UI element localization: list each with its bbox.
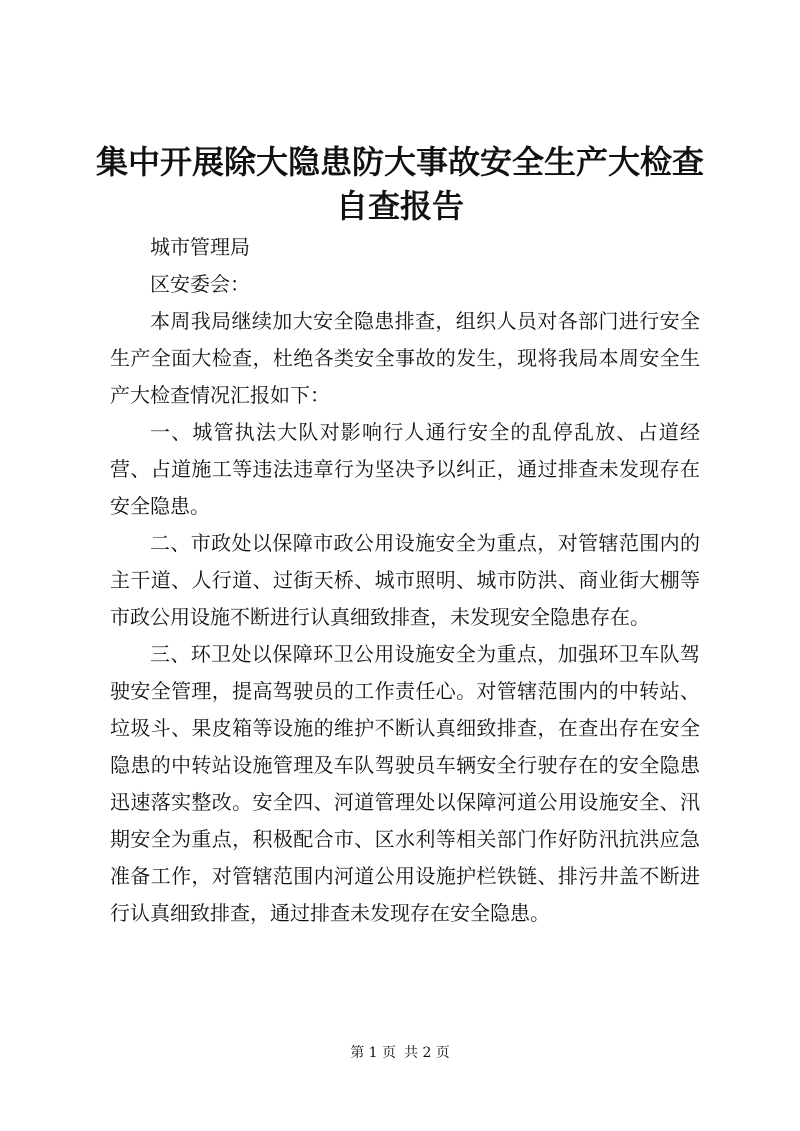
page-total: 共 2 页	[404, 1045, 450, 1061]
document-title: 集中开展除大隐患防大事故安全生产大检查自查报告	[95, 143, 704, 225]
page-number: 第 1 页	[350, 1045, 396, 1061]
paragraph-section-2: 二、市政处以保障市政公用设施安全为重点，对管辖范围内的主干道、人行道、过街天桥、城市照明、城市防洪、商业街大棚等市政公用设施不断进行认真细致排查，未发现安全隐患存在。	[110, 531, 700, 629]
addressee-committee: 区安委会：	[150, 272, 250, 296]
document-body	[110, 229, 700, 932]
paragraph-section-1: 一、城管执法大队对影响行人通行安全的乱停乱放、占道经营、占道施工等违法违章行为坚决予以纠正，通过排查未发现存在安全隐患。	[110, 420, 700, 518]
paragraph-section-3: 三、环卫处以保障环卫公用设施安全为重点，加强环卫车队驾驶安全管理，提高驾驶员的工作责任心。对管辖范围内的中转站、垃圾斗、果皮箱等设施的维护不断认真细致排查，在查出存在安全隐患的中转站设施管理及车队驾驶员车辆安全行驶存在的安全隐患迅速落实整改。安全四、河道管理处以保障河道公用设施安全、汛期安全为重点，积极配合市、区水利等相关部门作好防汛抗洪应急准备工作，对管辖范围内河道公用设施护栏铁链、排污井盖不断进行认真细致排查，通过排查未发现存在安全隐患。	[110, 642, 700, 925]
page-footer	[0, 1043, 800, 1063]
paragraph-intro: 本周我局继续加大安全隐患排查，组织人员对各部门进行安全生产全面大检查，杜绝各类安全事故的发生，现将我局本周安全生产大检查情况汇报如下：	[110, 309, 700, 407]
addressee-bureau: 城市管理局	[150, 235, 250, 259]
